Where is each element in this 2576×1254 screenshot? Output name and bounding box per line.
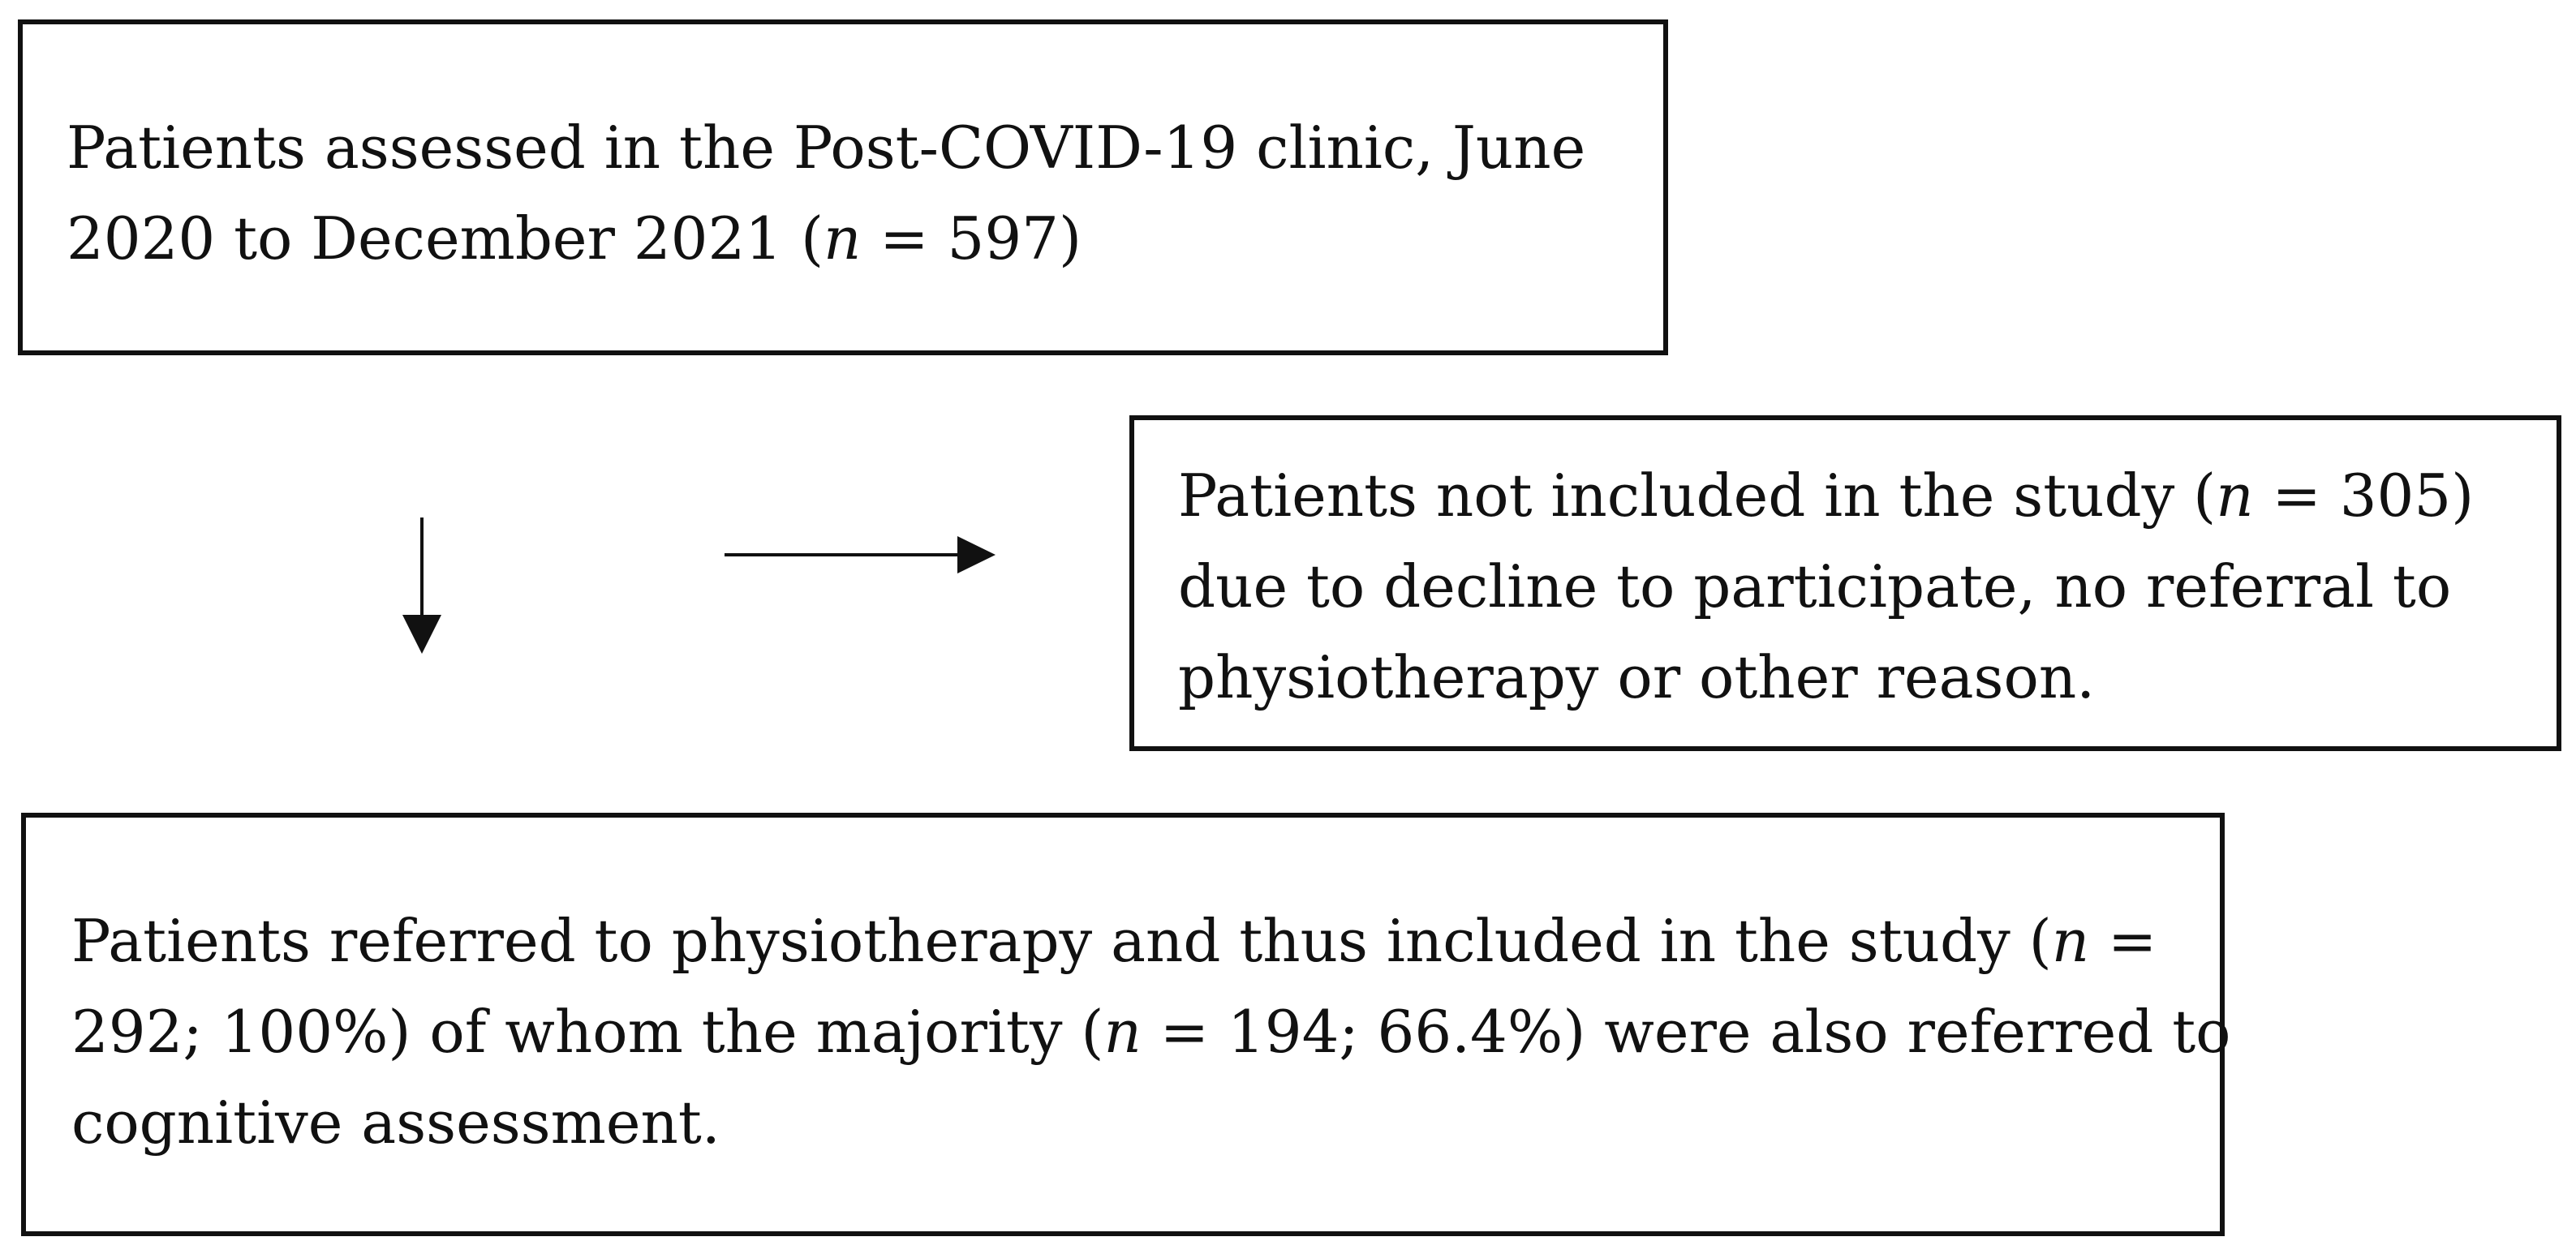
excluded-line-1-a: Patients not included in the study ( (1178, 462, 2217, 530)
included-line-3: cognitive assessment. (71, 1089, 720, 1157)
excluded-line-2: due to decline to participate, no referral to (1178, 552, 2452, 621)
assessed-n-symbol: n (824, 204, 862, 273)
arrow-right-head (957, 536, 996, 573)
arrow-down (402, 517, 441, 654)
excluded-line-1-b: = 305) (2253, 462, 2475, 530)
included-line-2-b: = 194; 66.4%) were also referred to (1141, 998, 2231, 1066)
included-n-symbol-2: n (1103, 998, 1142, 1066)
included-line-1-a: Patients referred to physiotherapy and thus included in the study ( (71, 907, 2052, 975)
assessed-line-1: Patients assessed in the Post-COVID-19 clinic, June (67, 114, 1586, 182)
included-line-1-b: = (2089, 907, 2157, 975)
assessed-line-2-a: 2020 to December 2021 ( (67, 204, 824, 273)
excluded-line-3: physiotherapy or other reason. (1178, 643, 2096, 711)
included-n-symbol-1: n (2051, 907, 2090, 975)
arrow-right (725, 536, 996, 573)
arrow-down-head (402, 615, 441, 654)
excluded-n-symbol: n (2216, 462, 2254, 530)
included-line-2-a: 292; 100%) of whom the majority ( (71, 998, 1104, 1066)
assessed-line-2-b: = 597) (861, 204, 1082, 273)
